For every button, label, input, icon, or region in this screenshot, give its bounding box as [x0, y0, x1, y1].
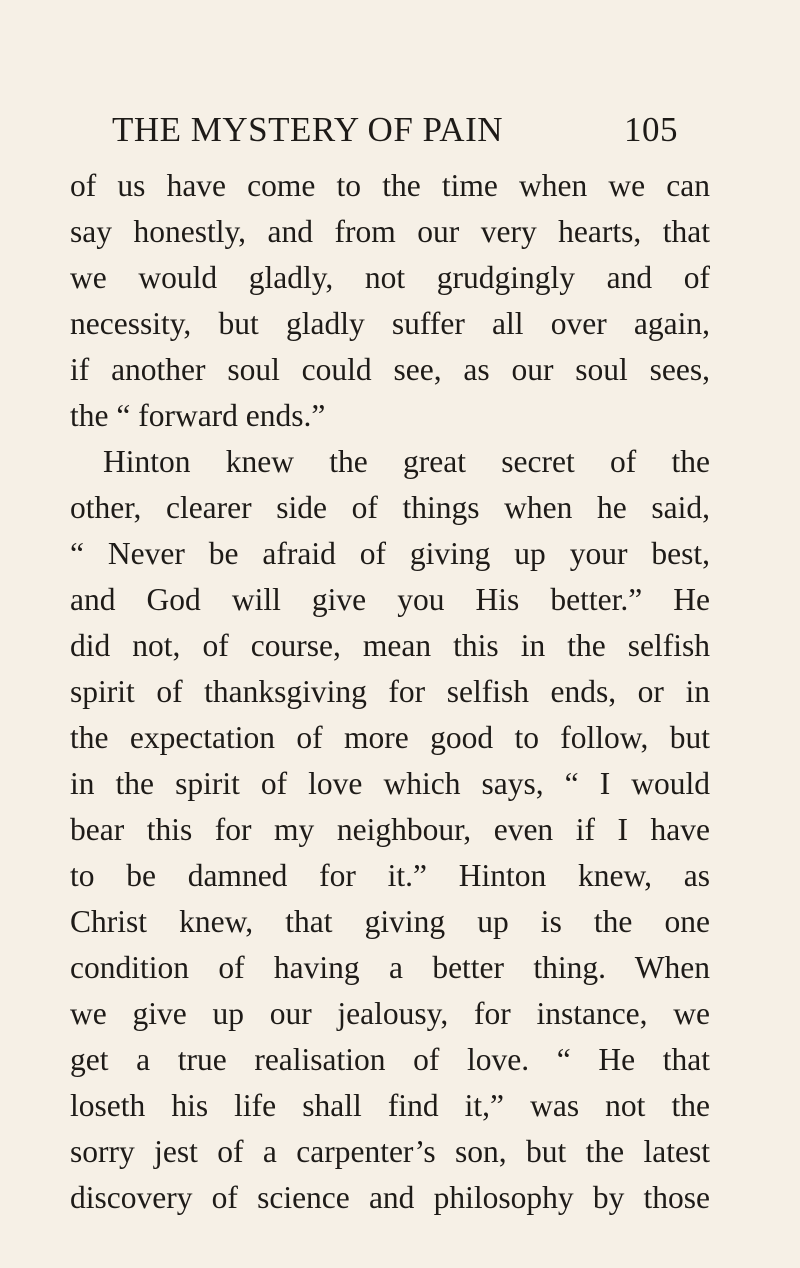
text-line: necessity, but gladly suffer all over again,: [70, 306, 710, 341]
text-line: and God will give you His better.” He: [70, 582, 710, 617]
text-line: we would gladly, not grudgingly and of: [70, 260, 710, 295]
text-line: Christ knew, that giving up is the one: [70, 904, 710, 939]
text-line: the expectation of more good to follow, but: [70, 720, 710, 755]
running-head-title: THE MYSTERY OF PAIN: [112, 110, 503, 149]
text-line: we give up our jealousy, for instance, we: [70, 996, 710, 1031]
text-line: spirit of thanksgiving for selfish ends, or in: [70, 674, 710, 709]
text-line: other, clearer side of things when he said,: [70, 490, 710, 525]
text-line: “ Never be afraid of giving up your best,: [70, 536, 710, 571]
text-line: condition of having a better thing. When: [70, 950, 710, 985]
text-line: get a true realisation of love. “ He that: [70, 1042, 710, 1077]
running-head: [112, 110, 678, 150]
text-line: discovery of science and philosophy by those: [70, 1180, 710, 1215]
text-line: if another soul could see, as our soul sees,: [70, 352, 710, 387]
text-line: in the spirit of love which says, “ I would: [70, 766, 710, 801]
text-line: did not, of course, mean this in the selfish: [70, 628, 710, 663]
text-line: the “ forward ends.”: [70, 398, 326, 433]
page-number: 105: [624, 110, 678, 149]
text-line: bear this for my neighbour, even if I have: [70, 812, 710, 847]
text-line: sorry jest of a carpenter’s son, but the latest: [70, 1134, 710, 1169]
text-line: of us have come to the time when we can: [70, 168, 710, 203]
text-line: to be damned for it.” Hinton knew, as: [70, 858, 710, 893]
text-line: loseth his life shall find it,” was not the: [70, 1088, 710, 1123]
text-line: Hinton knew the great secret of the: [103, 444, 710, 479]
body-text: [70, 163, 710, 1221]
text-line: say honestly, and from our very hearts, that: [70, 214, 710, 249]
